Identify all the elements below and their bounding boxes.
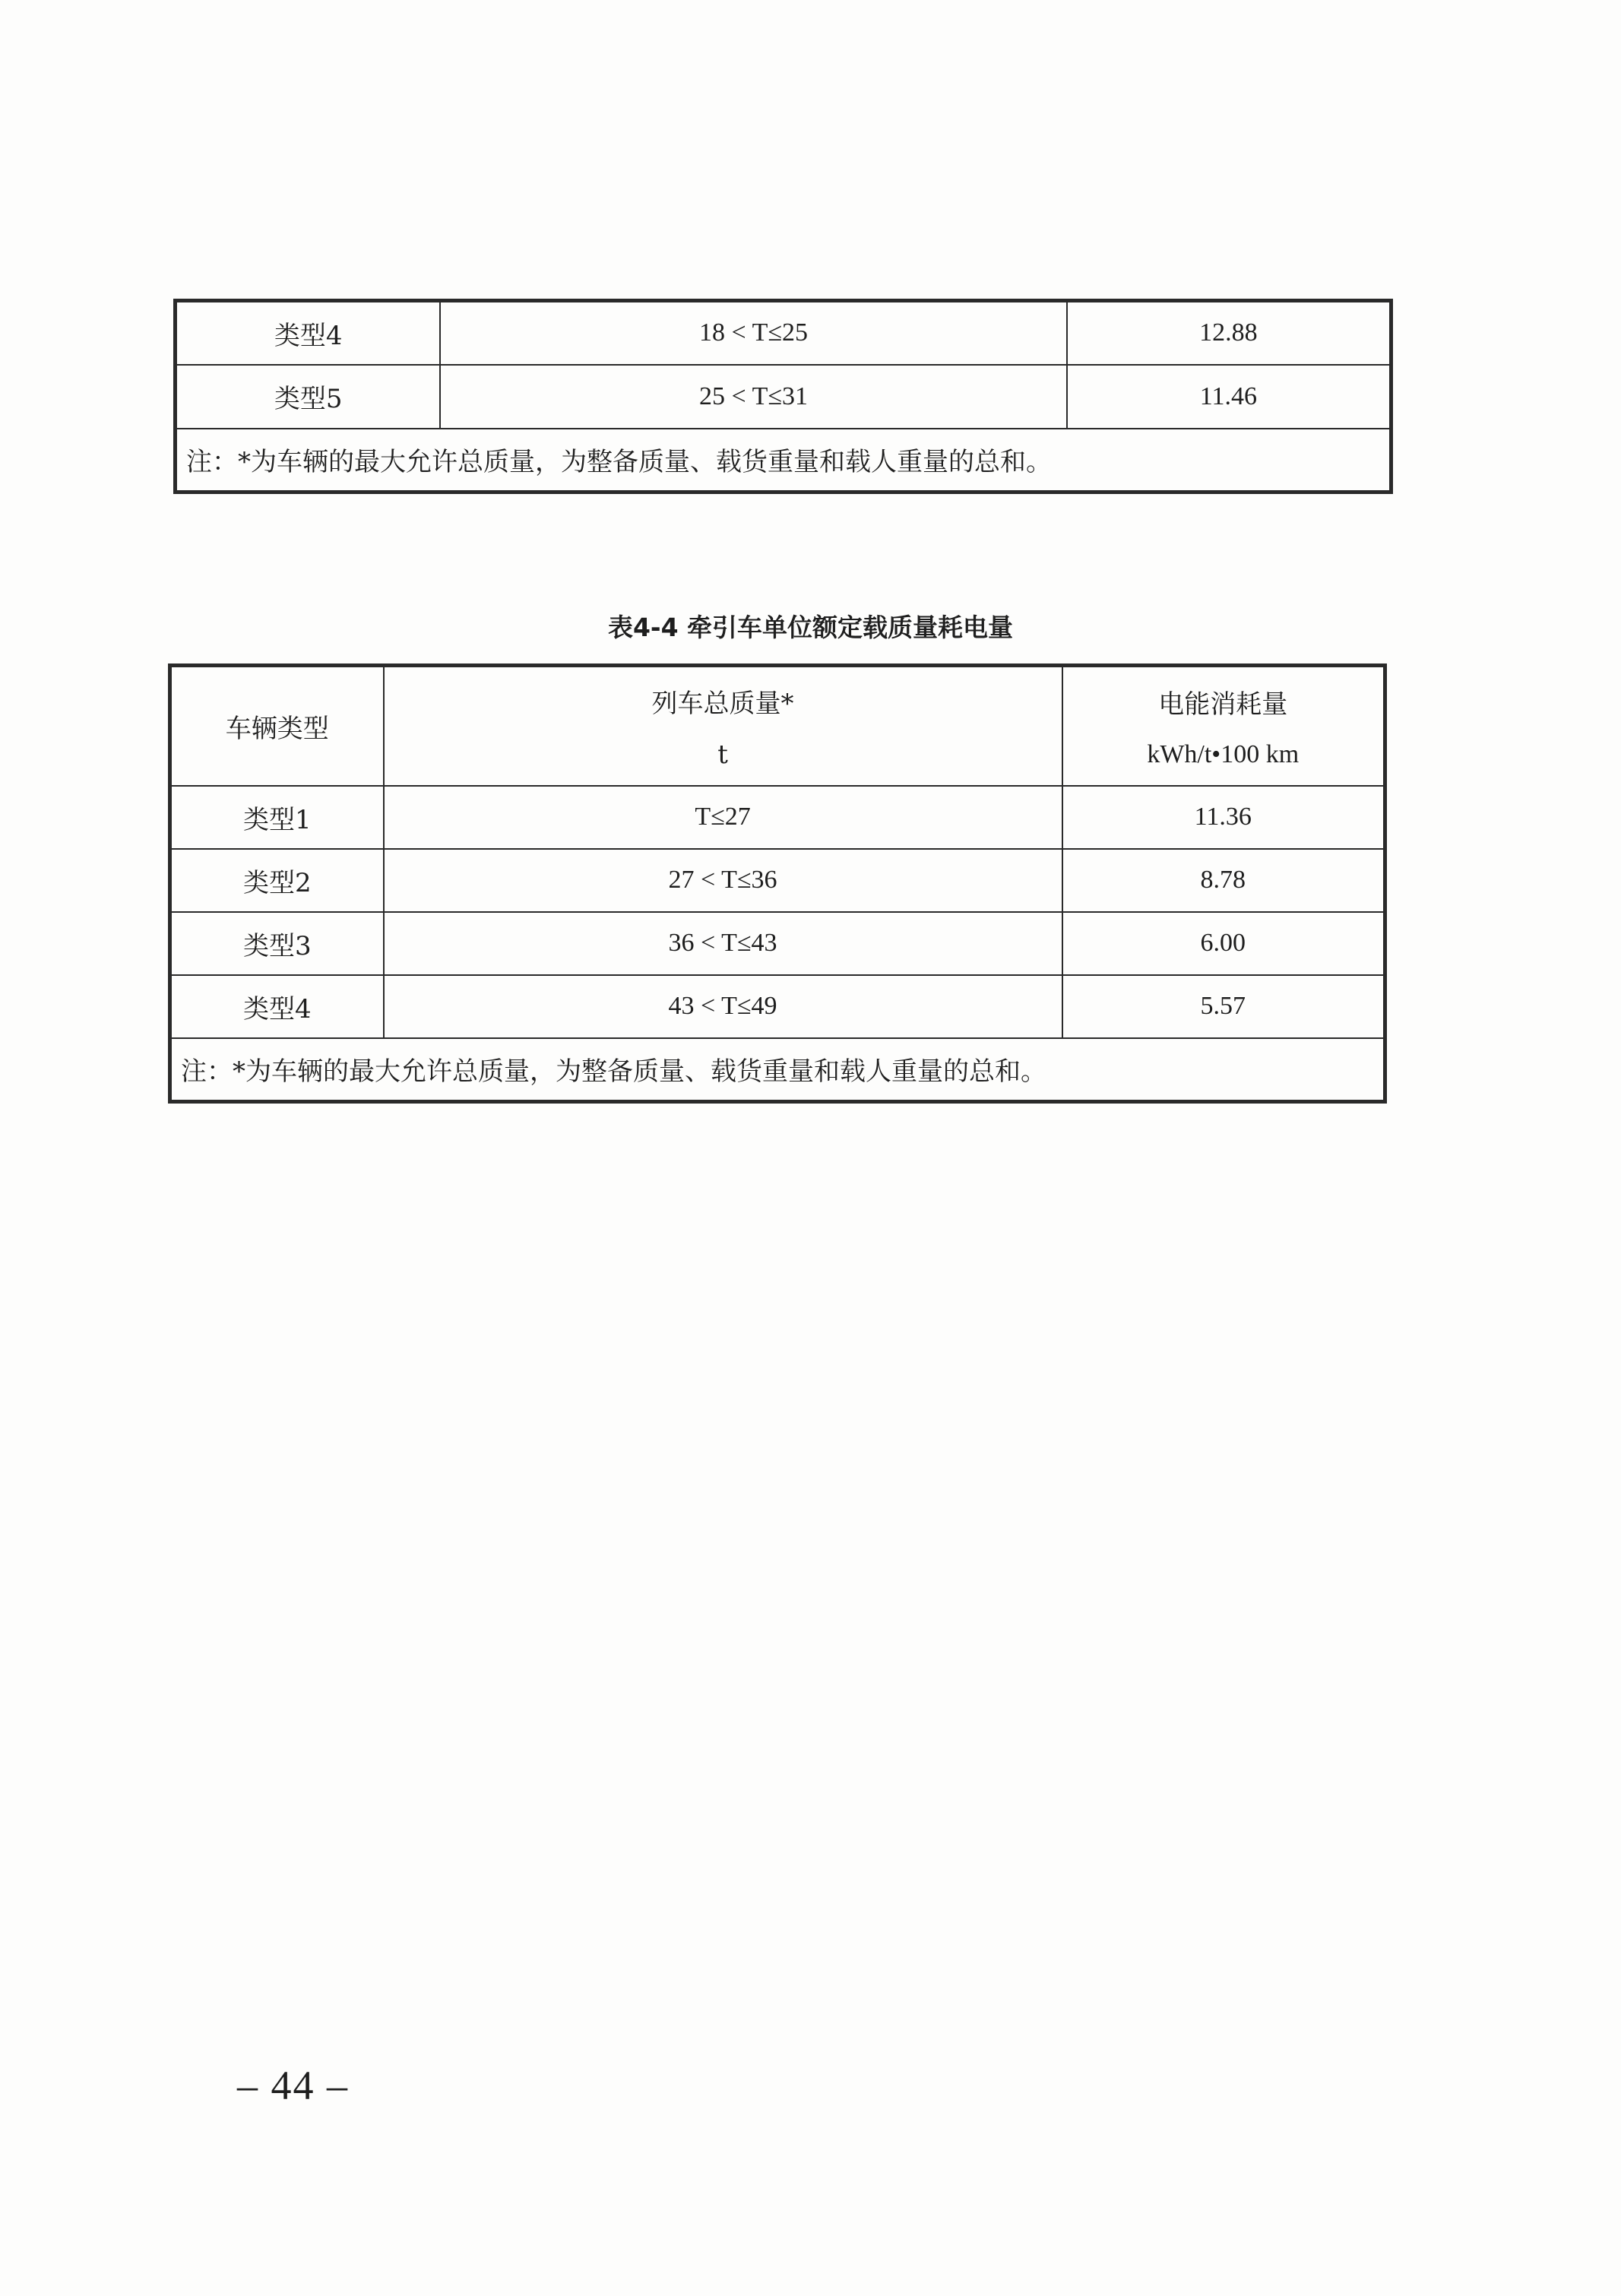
header-energy-consumption: [1062, 666, 1385, 786]
tractor-consumption-table: [168, 663, 1387, 1104]
table-note: 注：*为车辆的最大允许总质量，为整备质量、载货重量和载人重量的总和。: [170, 1038, 1385, 1102]
header-total-mass-label: 列车总质量*: [651, 688, 794, 719]
vehicle-type-cell: 类型4: [176, 301, 441, 365]
header-energy-consumption-unit: kWh/t•100 km: [1147, 739, 1300, 768]
vehicle-type-cell: 类型3: [170, 912, 384, 975]
table-row: [176, 301, 1391, 365]
header-total-mass: [384, 666, 1062, 786]
table-header-row: [170, 666, 1385, 786]
header-total-mass-unit: t: [717, 739, 728, 770]
mass-range-cell: 18 < T≤25: [440, 301, 1066, 365]
header-energy-consumption-label: 电能消耗量: [1158, 689, 1288, 720]
consumption-cell: 8.78: [1062, 849, 1385, 912]
mass-range-cell: T≤27: [384, 786, 1062, 849]
consumption-cell: 6.00: [1062, 912, 1385, 975]
consumption-cell: 11.36: [1062, 786, 1385, 849]
mass-range-cell: 25 < T≤31: [440, 365, 1066, 429]
table-row: [170, 912, 1385, 975]
page-number: – 44 –: [237, 2063, 349, 2108]
consumption-cell: 5.57: [1062, 975, 1385, 1038]
table-note-row: [170, 1038, 1385, 1102]
mass-range-cell: 43 < T≤49: [384, 975, 1062, 1038]
vehicle-type-cell: 类型1: [170, 786, 384, 849]
table-row: [170, 849, 1385, 912]
table-note: 注：*为车辆的最大允许总质量，为整备质量、载货重量和载人重量的总和。: [176, 429, 1391, 492]
table-row: [176, 365, 1391, 429]
vehicle-type-cell: 类型5: [176, 365, 441, 429]
header-vehicle-type: 车辆类型: [170, 666, 384, 786]
consumption-cell: 12.88: [1067, 301, 1391, 365]
consumption-cell: 11.46: [1067, 365, 1391, 429]
table-note-row: [176, 429, 1391, 492]
mass-range-cell: 27 < T≤36: [384, 849, 1062, 912]
vehicle-type-cell: 类型4: [170, 975, 384, 1038]
table-row: [170, 786, 1385, 849]
table-row: [170, 975, 1385, 1038]
vehicle-type-cell: 类型2: [170, 849, 384, 912]
continued-table: [173, 299, 1393, 494]
table-caption: 表4-4 牵引车单位额定载质量耗电量: [607, 613, 1014, 642]
mass-range-cell: 36 < T≤43: [384, 912, 1062, 975]
